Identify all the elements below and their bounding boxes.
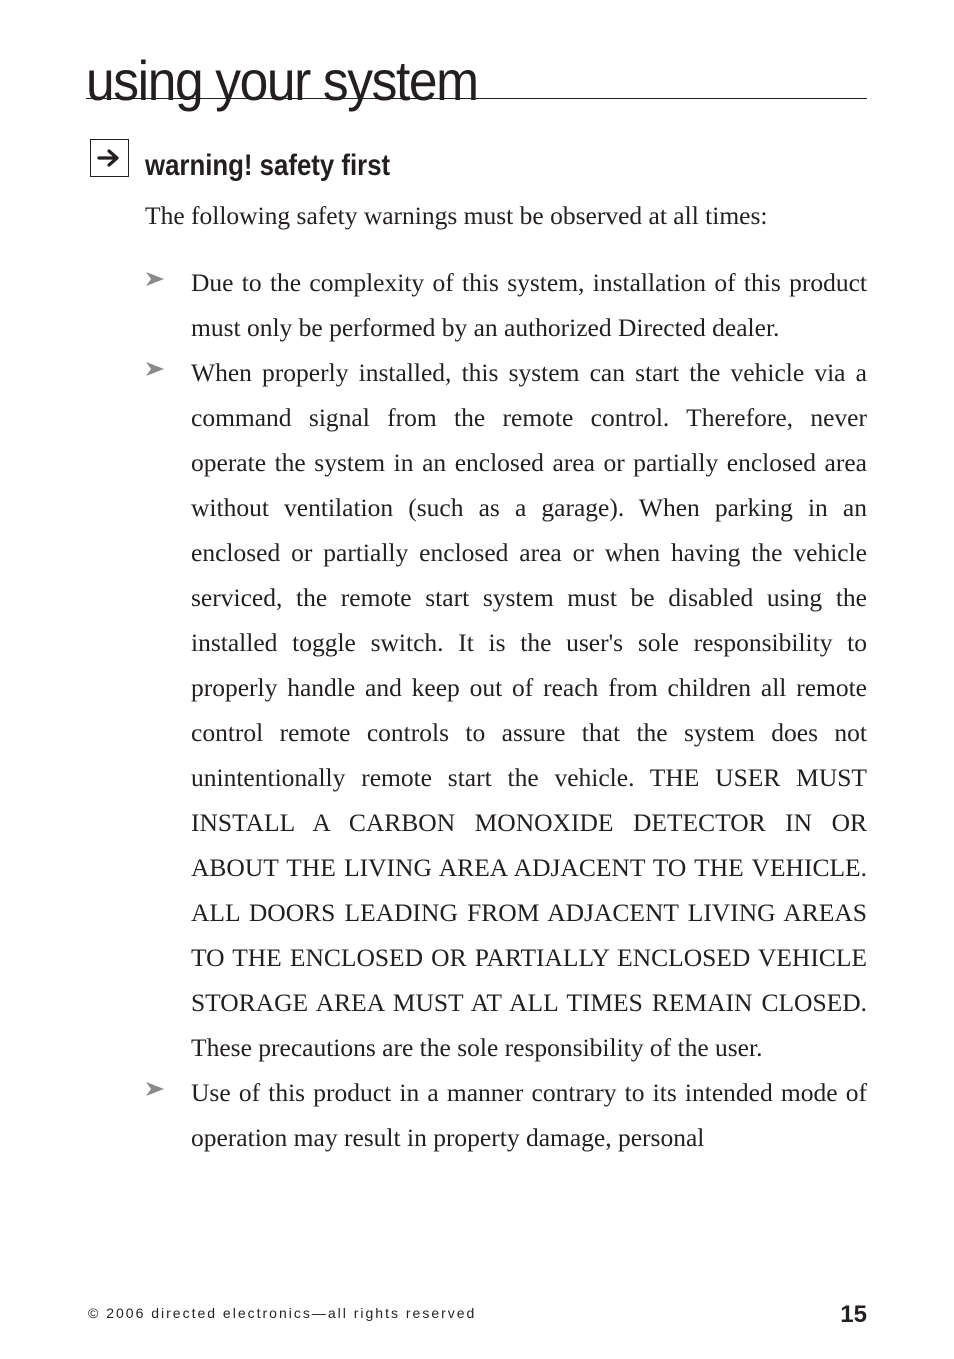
- arrowhead-bullet-icon: [145, 270, 165, 288]
- arrowhead-bullet-icon: [145, 1080, 165, 1098]
- page-title: using your system: [86, 49, 478, 112]
- list-item: [0, 350, 954, 1070]
- section-heading: warning! safety first: [145, 149, 391, 182]
- footer-copyright: © 2006 directed electronics—all rights reserved: [88, 1305, 477, 1321]
- list-item: [0, 1070, 954, 1160]
- right-arrow-icon: [90, 139, 129, 177]
- list-item-text: When properly installed, this system can start the vehicle via a command signal from the remote control. Therefore, never operate the system in an enclosed area or partially enclosed area without ventilation (such as a garage). When parking in an enclosed or partially enclosed area or when having the vehicle serviced, the remote start system must be disabled using the installed toggle switch. It is the user's sole responsibility to properly handle and keep out of reach from children all remote control remote controls to assure that the system does not unintentionally remote start the vehicle. THE USER MUST INSTALL A CARBON MONOXIDE DETECTOR IN OR ABOUT THE LIVING AREA ADJACENT TO THE VEHICLE. ALL DOORS LEADING FROM ADJACENT LIVING AREAS TO THE ENCLOSED OR PARTIALLY ENCLOSED VEHICLE STORAGE AREA MUST AT ALL TIMES REMAIN CLOSED. These precautions are the sole responsibility of the user.: [191, 358, 867, 1062]
- title-rule: [86, 98, 867, 99]
- intro-paragraph: The following safety warnings must be observed at all times:: [145, 201, 768, 230]
- list-item-text: Due to the complexity of this system, installation of this product must only be performed by an authorized Directed dealer.: [191, 268, 867, 342]
- warning-list: [0, 260, 954, 1160]
- page-number: 15: [840, 1301, 867, 1328]
- list-item-text: Use of this product in a manner contrary to its intended mode of operation may result in property damage, personal: [191, 1078, 867, 1152]
- arrowhead-bullet-icon: [145, 360, 165, 378]
- list-item: [0, 260, 954, 350]
